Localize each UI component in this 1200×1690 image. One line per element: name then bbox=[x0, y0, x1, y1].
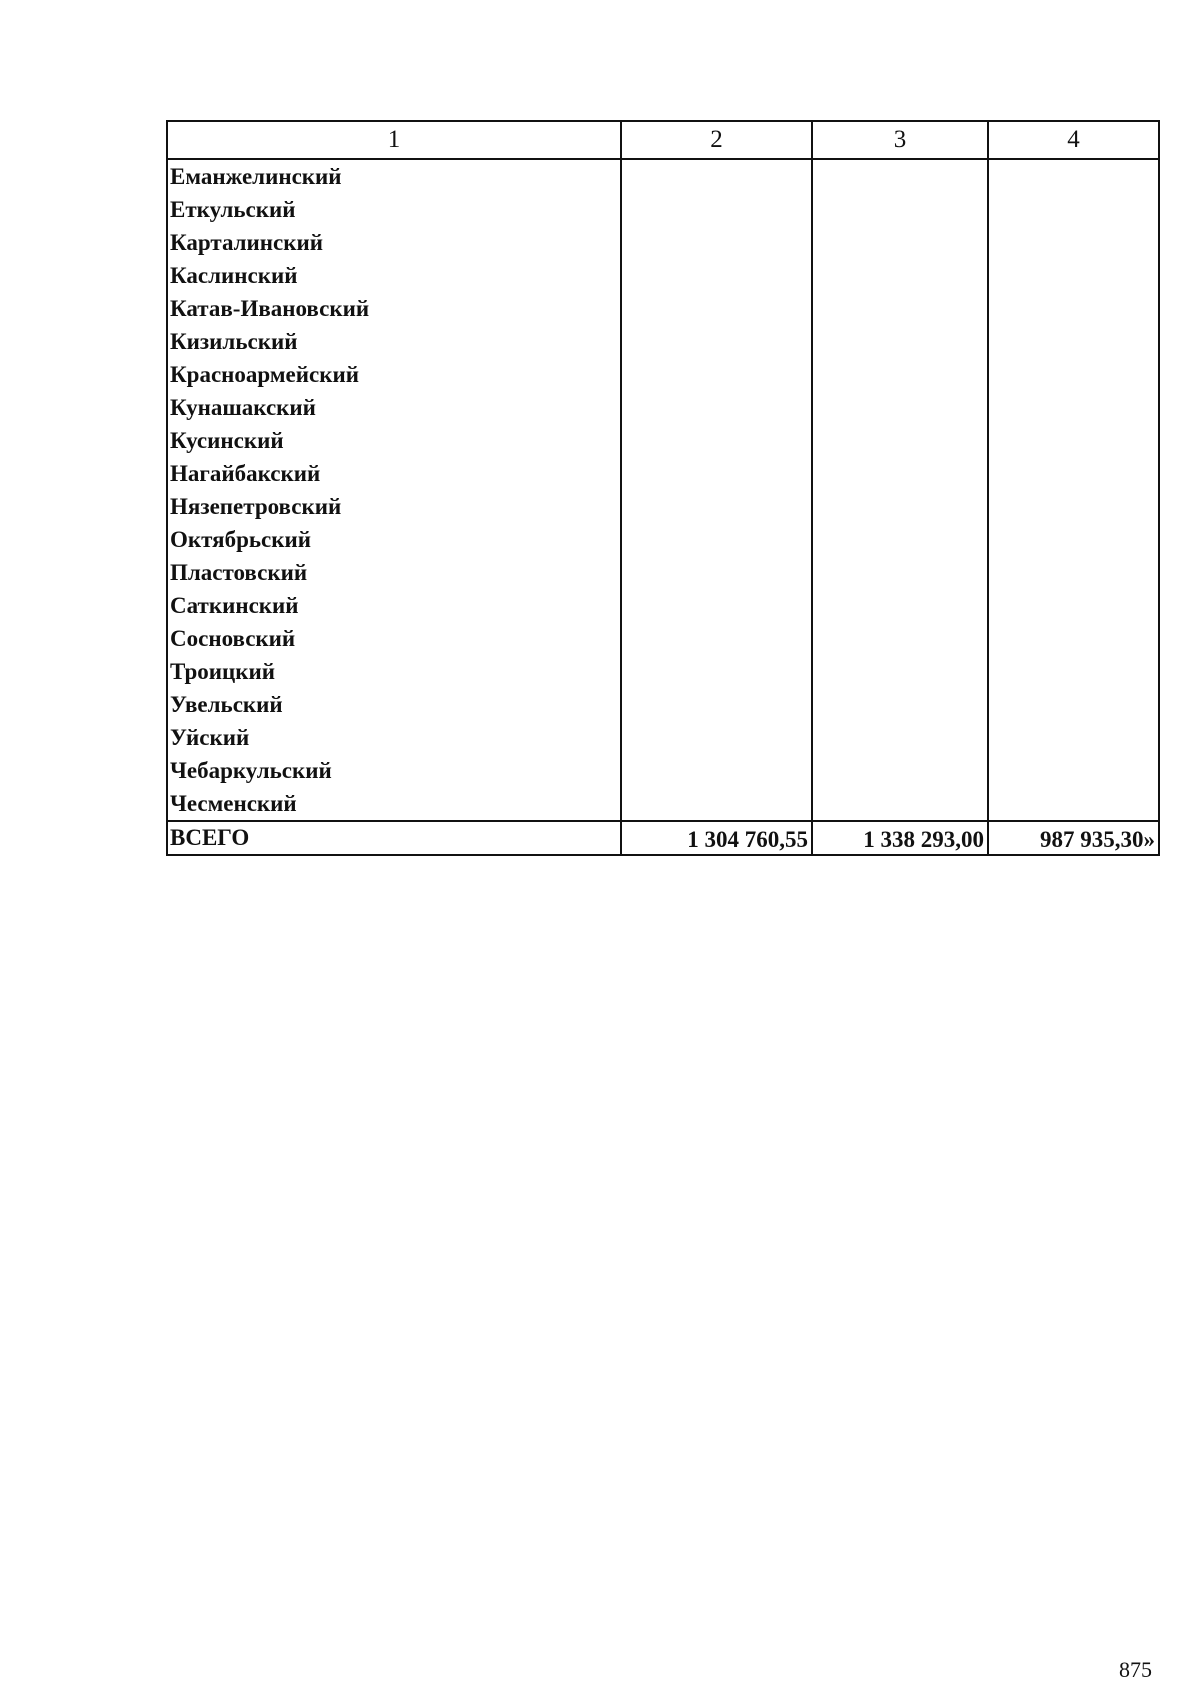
value-cell-col4 bbox=[988, 358, 1159, 391]
district-name: Карталинский bbox=[167, 226, 621, 259]
value-cell-col3 bbox=[812, 226, 988, 259]
value-cell-col3 bbox=[812, 655, 988, 688]
value-cell-col3 bbox=[812, 622, 988, 655]
district-name: Октябрьский bbox=[167, 523, 621, 556]
value-cell-col4 bbox=[988, 292, 1159, 325]
district-name: Сосновский bbox=[167, 622, 621, 655]
value-cell-col3 bbox=[812, 787, 988, 821]
value-cell-col3 bbox=[812, 556, 988, 589]
value-cell-col3 bbox=[812, 391, 988, 424]
district-name: Кунашакский bbox=[167, 391, 621, 424]
value-cell-col3 bbox=[812, 424, 988, 457]
value-cell-col4 bbox=[988, 754, 1159, 787]
column-header-2: 2 bbox=[621, 121, 812, 159]
value-cell-col3 bbox=[812, 193, 988, 226]
value-cell-col4 bbox=[988, 622, 1159, 655]
column-header-3: 3 bbox=[812, 121, 988, 159]
value-cell-col3 bbox=[812, 358, 988, 391]
value-cell-col2 bbox=[621, 193, 812, 226]
column-header-1: 1 bbox=[167, 121, 621, 159]
value-cell-col2 bbox=[621, 325, 812, 358]
value-cell-col2 bbox=[621, 259, 812, 292]
column-header-4: 4 bbox=[988, 121, 1159, 159]
value-cell-col4 bbox=[988, 159, 1159, 193]
value-cell-col4 bbox=[988, 688, 1159, 721]
value-cell-col3 bbox=[812, 325, 988, 358]
table-row bbox=[167, 688, 1159, 721]
district-name: Красноармейский bbox=[167, 358, 621, 391]
table-row bbox=[167, 490, 1159, 523]
value-cell-col3 bbox=[812, 589, 988, 622]
district-name: Еманжелинский bbox=[167, 159, 621, 193]
total-value-col4: 987 935,30» bbox=[988, 821, 1159, 855]
value-cell-col2 bbox=[621, 523, 812, 556]
district-name: Увельский bbox=[167, 688, 621, 721]
table-row bbox=[167, 457, 1159, 490]
table-row bbox=[167, 721, 1159, 754]
value-cell-col3 bbox=[812, 490, 988, 523]
value-cell-col2 bbox=[621, 490, 812, 523]
value-cell-col4 bbox=[988, 490, 1159, 523]
value-cell-col3 bbox=[812, 721, 988, 754]
value-cell-col2 bbox=[621, 292, 812, 325]
value-cell-col4 bbox=[988, 391, 1159, 424]
table-row bbox=[167, 325, 1159, 358]
value-cell-col4 bbox=[988, 655, 1159, 688]
district-name: Катав-Ивановский bbox=[167, 292, 621, 325]
table-row bbox=[167, 259, 1159, 292]
value-cell-col2 bbox=[621, 754, 812, 787]
budget-table bbox=[166, 120, 1160, 856]
total-row bbox=[167, 821, 1159, 855]
table-row bbox=[167, 589, 1159, 622]
value-cell-col2 bbox=[621, 721, 812, 754]
value-cell-col3 bbox=[812, 159, 988, 193]
value-cell-col2 bbox=[621, 688, 812, 721]
table-row bbox=[167, 424, 1159, 457]
value-cell-col4 bbox=[988, 556, 1159, 589]
value-cell-col4 bbox=[988, 226, 1159, 259]
value-cell-col3 bbox=[812, 688, 988, 721]
table-row bbox=[167, 556, 1159, 589]
value-cell-col4 bbox=[988, 721, 1159, 754]
table-row bbox=[167, 523, 1159, 556]
value-cell-col4 bbox=[988, 259, 1159, 292]
value-cell-col4 bbox=[988, 523, 1159, 556]
table-row bbox=[167, 292, 1159, 325]
table-row bbox=[167, 787, 1159, 821]
value-cell-col2 bbox=[621, 391, 812, 424]
value-cell-col3 bbox=[812, 754, 988, 787]
total-value-col2: 1 304 760,55 bbox=[621, 821, 812, 855]
district-name: Саткинский bbox=[167, 589, 621, 622]
total-label: ВСЕГО bbox=[167, 821, 621, 855]
value-cell-col2 bbox=[621, 457, 812, 490]
district-name: Чебаркульский bbox=[167, 754, 621, 787]
value-cell-col3 bbox=[812, 292, 988, 325]
district-name: Кизильский bbox=[167, 325, 621, 358]
table-row bbox=[167, 226, 1159, 259]
table-row bbox=[167, 391, 1159, 424]
value-cell-col3 bbox=[812, 523, 988, 556]
value-cell-col4 bbox=[988, 193, 1159, 226]
value-cell-col3 bbox=[812, 457, 988, 490]
value-cell-col2 bbox=[621, 589, 812, 622]
table-header-row bbox=[167, 121, 1159, 159]
district-name: Чесменский bbox=[167, 787, 621, 821]
value-cell-col4 bbox=[988, 589, 1159, 622]
value-cell-col4 bbox=[988, 787, 1159, 821]
table-row bbox=[167, 358, 1159, 391]
value-cell-col2 bbox=[621, 226, 812, 259]
table-row bbox=[167, 159, 1159, 193]
value-cell-col2 bbox=[621, 556, 812, 589]
value-cell-col2 bbox=[621, 622, 812, 655]
value-cell-col2 bbox=[621, 655, 812, 688]
district-name: Троицкий bbox=[167, 655, 621, 688]
district-name: Еткульский bbox=[167, 193, 621, 226]
district-name: Нязепетровский bbox=[167, 490, 621, 523]
table-row bbox=[167, 193, 1159, 226]
table-row bbox=[167, 754, 1159, 787]
table-row bbox=[167, 655, 1159, 688]
value-cell-col2 bbox=[621, 424, 812, 457]
total-value-col3: 1 338 293,00 bbox=[812, 821, 988, 855]
district-name: Каслинский bbox=[167, 259, 621, 292]
district-name: Нагайбакский bbox=[167, 457, 621, 490]
table-row bbox=[167, 622, 1159, 655]
value-cell-col2 bbox=[621, 358, 812, 391]
district-name: Кусинский bbox=[167, 424, 621, 457]
value-cell-col4 bbox=[988, 424, 1159, 457]
page-number: 875 bbox=[1119, 1657, 1152, 1682]
value-cell-col4 bbox=[988, 457, 1159, 490]
value-cell-col2 bbox=[621, 159, 812, 193]
value-cell-col2 bbox=[621, 787, 812, 821]
value-cell-col4 bbox=[988, 325, 1159, 358]
district-name: Уйский bbox=[167, 721, 621, 754]
district-name: Пластовский bbox=[167, 556, 621, 589]
value-cell-col3 bbox=[812, 259, 988, 292]
